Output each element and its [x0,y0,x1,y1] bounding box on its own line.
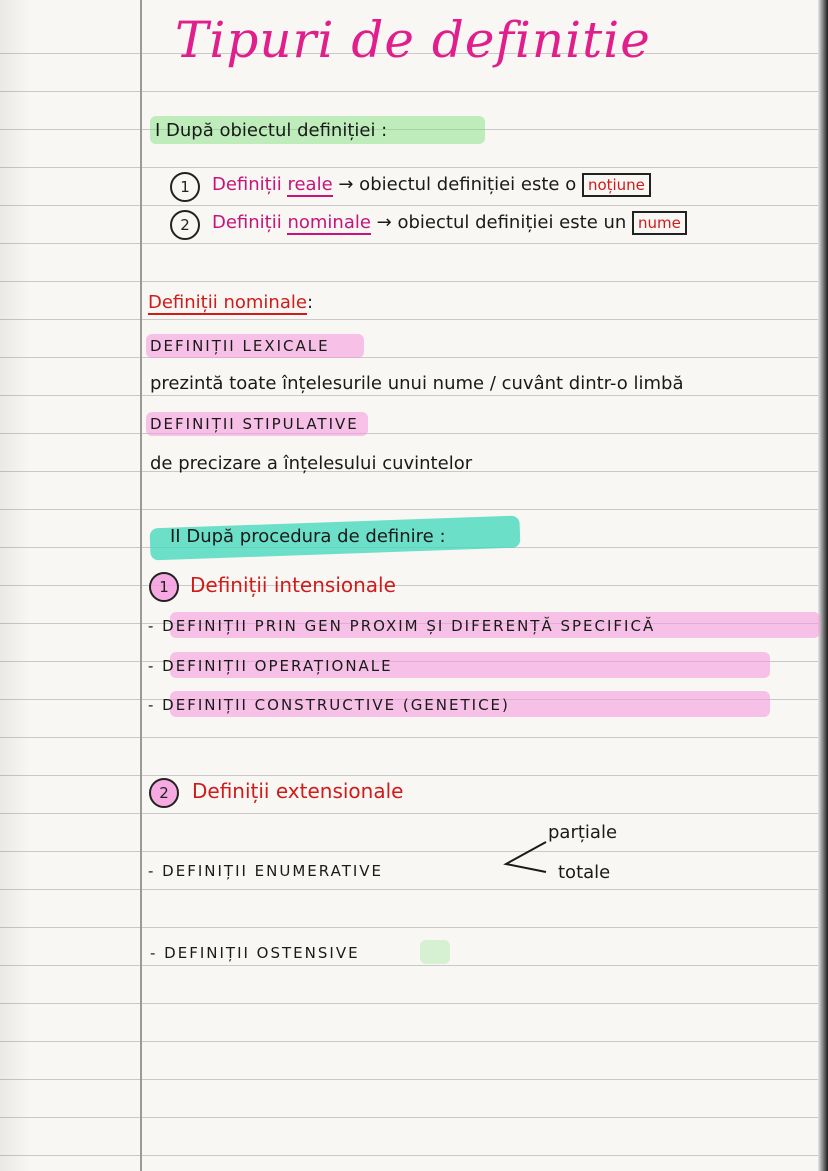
number-badge-2: 2 [170,210,200,240]
page-edge [818,0,828,1171]
ostensive-item: - DEFINIȚII OSTENSIVE [150,944,360,962]
definition-term: nominale [287,212,371,233]
stipulative-description: de precizare a înțelesului cuvintelor [150,453,473,474]
intensional-item-2: - DEFINIȚII OPERAȚIONALE [148,657,393,675]
page-title: Tipuri de definitie [175,11,651,69]
boxed-term: nume [632,211,687,235]
intensional-item-1: - DEFINIȚII PRIN GEN PROXIM ȘI DIFERENȚĂ SPECIFICĂ [148,617,656,635]
nominale-colon: : [306,292,314,313]
branch-bracket-icon [500,836,550,882]
number-badge-1: 1 [149,572,179,602]
definition-lead: Definiții [212,174,288,195]
page-shadow [0,0,30,1171]
number-badge-1: 1 [170,172,200,202]
item-highlight [420,940,450,964]
definition-nominale-line [212,211,687,235]
nominale-heading: Definiții nominale [148,292,307,313]
branch-partiale: parțiale [548,822,618,843]
margin-line [140,0,142,1171]
number-badge-2: 2 [149,778,179,808]
intensionale-title: Definiții intensionale [190,573,396,597]
definition-reale-line [212,173,651,197]
lexicale-title: DEFINIȚII LEXICALE [150,337,330,355]
section1-heading: I După obiectul definiției : [155,120,388,141]
section2-heading: II După procedura de definire : [170,526,446,547]
extensionale-title: Definiții extensionale [192,779,404,803]
definition-term: reale [287,174,333,195]
intensional-item-3: - DEFINIȚII CONSTRUCTIVE (GENETICE) [148,696,510,714]
enumerative-item: - DEFINIȚII ENUMERATIVE [148,862,384,880]
definition-arrow-text: → obiectul definiției este un [370,212,633,233]
stipulative-title: DEFINIȚII STIPULATIVE [150,415,359,433]
boxed-term: noțiune [582,173,651,197]
definition-arrow-text: → obiectul definiției este o [332,174,582,195]
lexicale-description: prezintă toate înțelesurile unui nume / cuvânt dintr-o limbă [150,373,684,394]
branch-totale: totale [558,862,611,883]
definition-lead: Definiții [212,212,288,233]
nominale-heading-line [148,292,313,314]
